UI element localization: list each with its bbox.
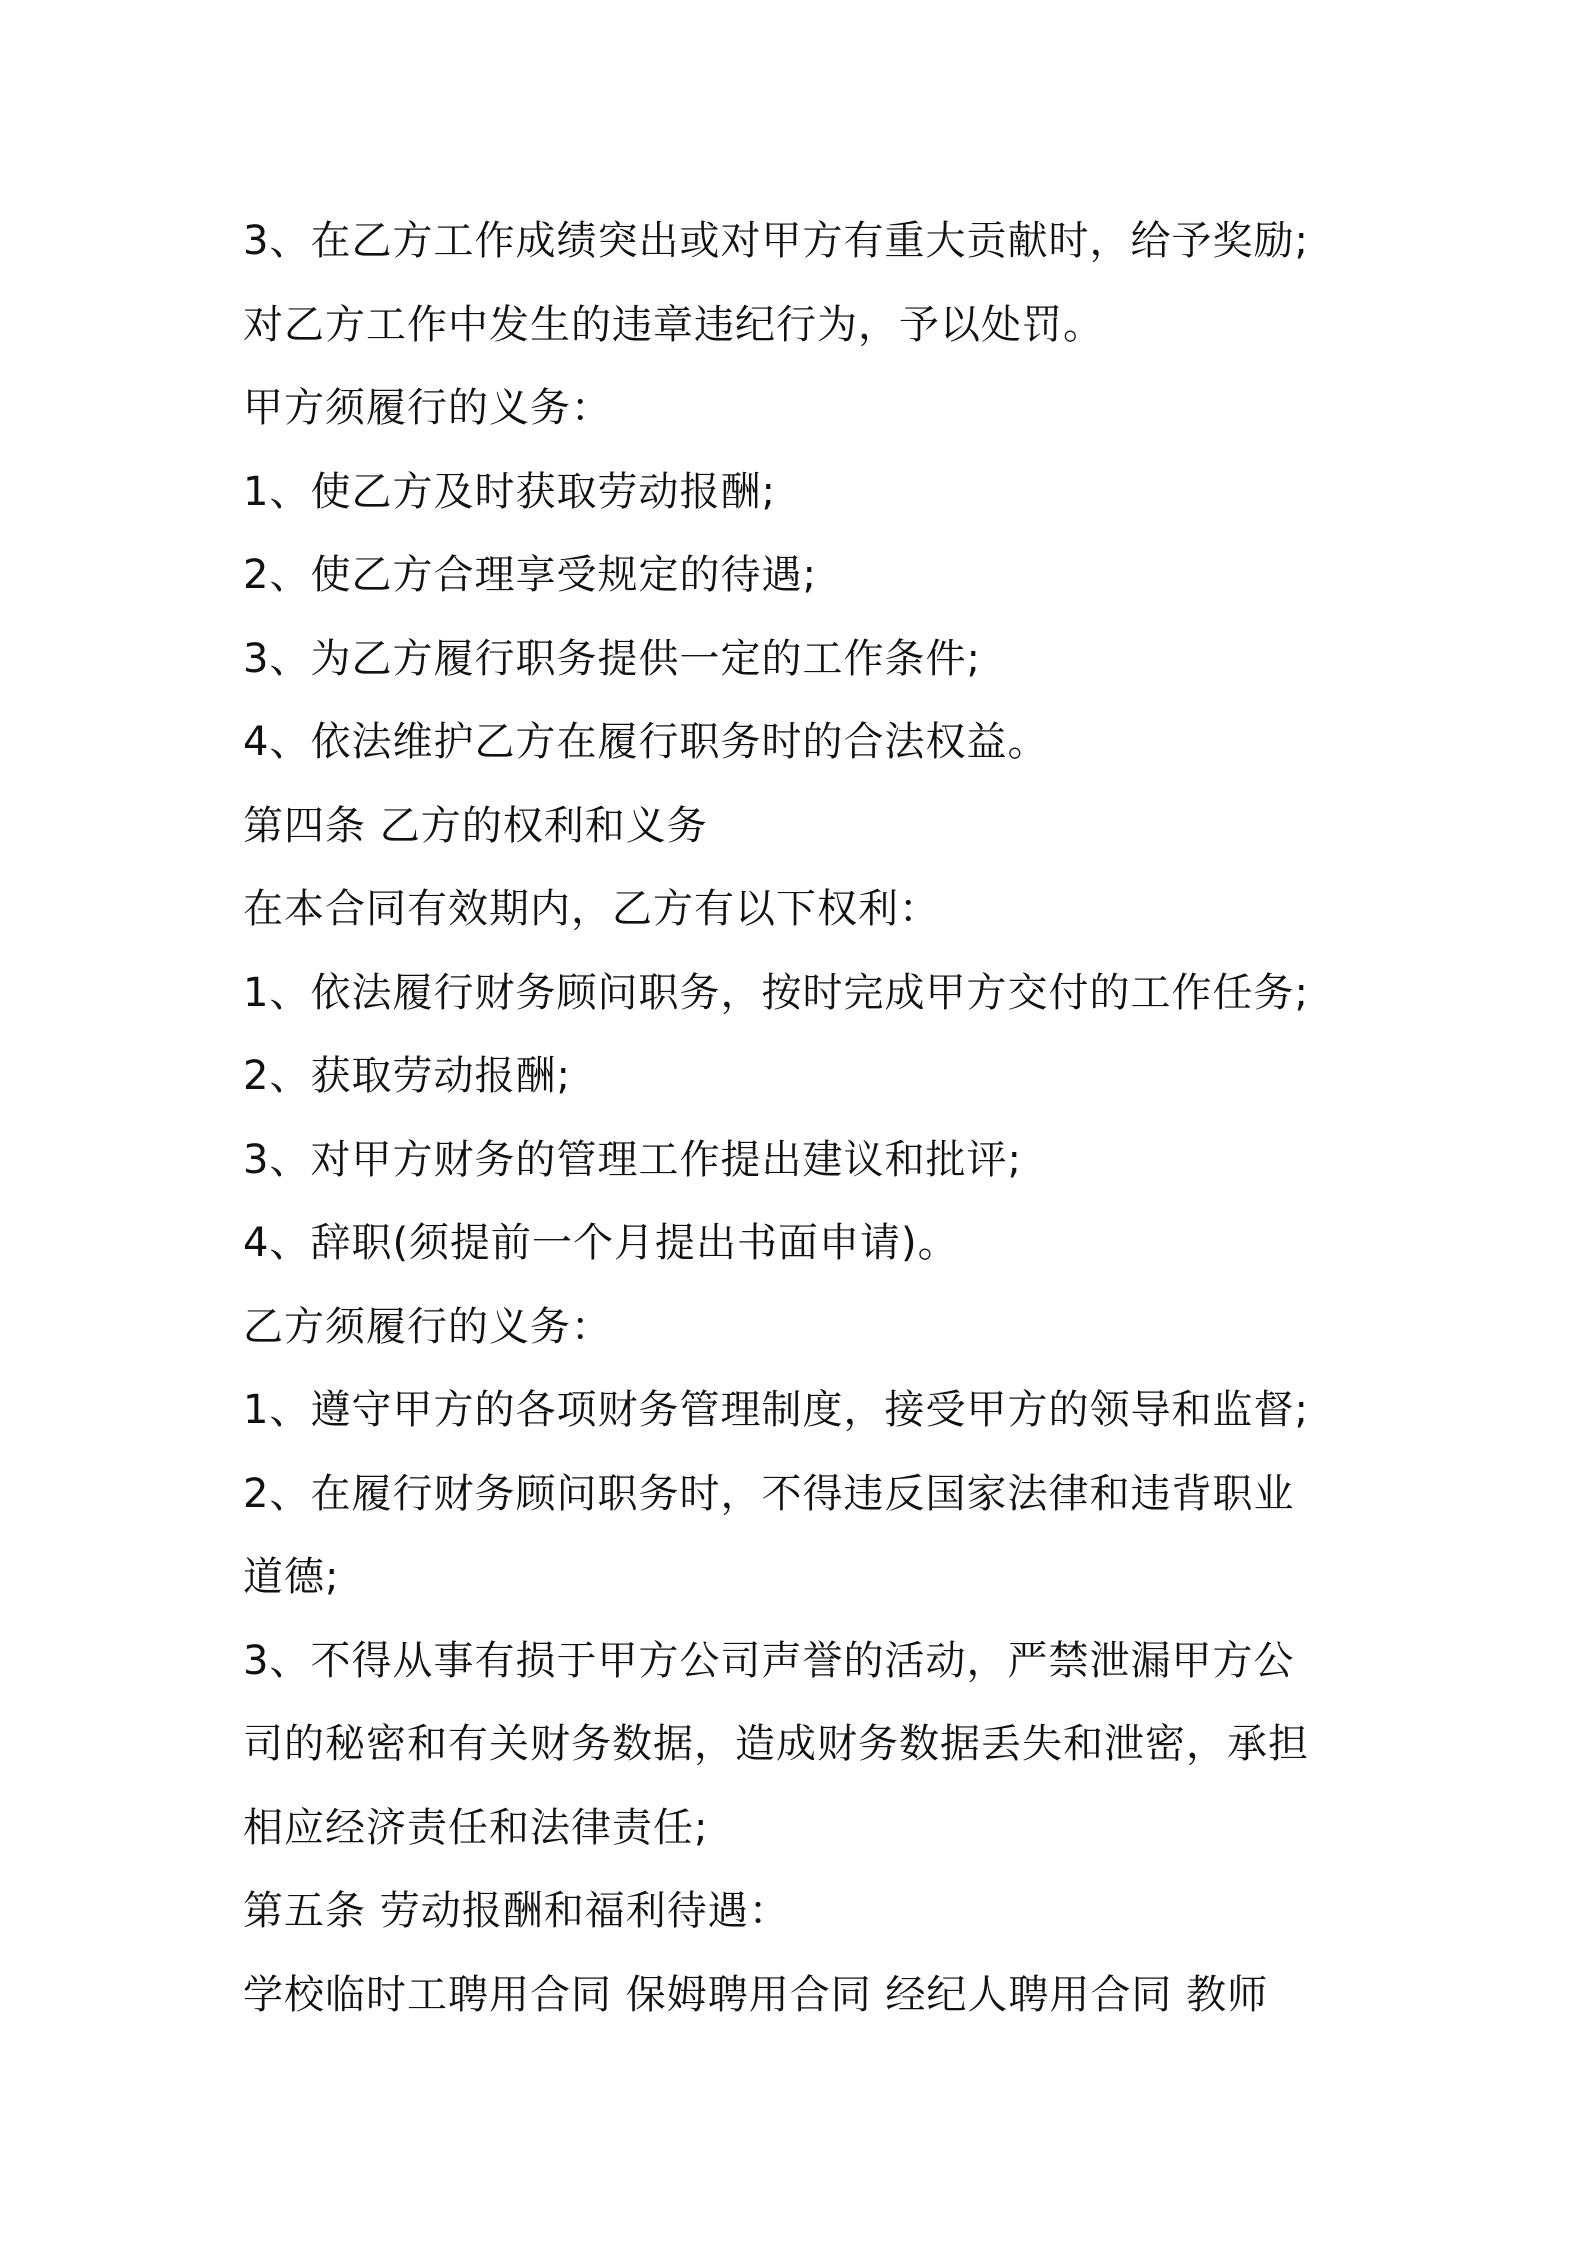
list-item: 4、辞职(须提前一个月提出书面申请)。 — [243, 1220, 959, 1266]
related-links-line: 学校临时工聘用合同 保姆聘用合同 经纪人聘用合同 教师 — [243, 1971, 1269, 2018]
section-heading: 在本合同有效期内，乙方有以下权利： — [243, 886, 940, 932]
list-item: 1、使乙方及时获取劳动报酬; — [243, 468, 776, 515]
document-body — [243, 200, 1363, 2037]
article-heading: 第四条 乙方的权利和义务 — [243, 802, 708, 849]
list-item: 2、使乙方合理享受规定的待遇; — [243, 552, 817, 598]
list-item: 3、为乙方履行职务提供一定的工作条件; — [243, 635, 981, 682]
list-item: 3、不得从事有损于甲方公司声誉的活动，严禁泄漏甲方公 — [243, 1637, 1295, 1684]
text-line: 对乙方工作中发生的违章违纪行为，予以处罚。 — [243, 301, 1104, 348]
list-item-continuation: 相应经济责任和法律责任; — [243, 1804, 709, 1851]
list-item: 1、遵守甲方的各项财务管理制度，接受甲方的领导和监督; — [243, 1387, 1309, 1433]
list-item: 2、在履行财务顾问职务时，不得违反国家法律和违背职业 — [243, 1470, 1295, 1517]
list-item-continuation: 司的秘密和有关财务数据，造成财务数据丢失和泄密，承担 — [243, 1721, 1309, 1767]
list-item: 1、依法履行财务顾问职务，按时完成甲方交付的工作任务; — [243, 969, 1309, 1016]
article-heading: 第五条 劳动报酬和福利待遇： — [243, 1888, 790, 1934]
text-line: 3、在乙方工作成绩突出或对甲方有重大贡献时，给予奖励; — [243, 218, 1309, 264]
list-item-continuation: 道德; — [243, 1554, 340, 1600]
section-heading: 甲方须履行的义务： — [243, 385, 612, 431]
list-item: 4、依法维护乙方在履行职务时的合法权益。 — [243, 719, 1049, 765]
section-heading: 乙方须履行的义务： — [243, 1303, 612, 1350]
list-item: 3、对甲方财务的管理工作提出建议和批评; — [243, 1136, 1022, 1183]
list-item: 2、获取劳动报酬; — [243, 1053, 571, 1099]
